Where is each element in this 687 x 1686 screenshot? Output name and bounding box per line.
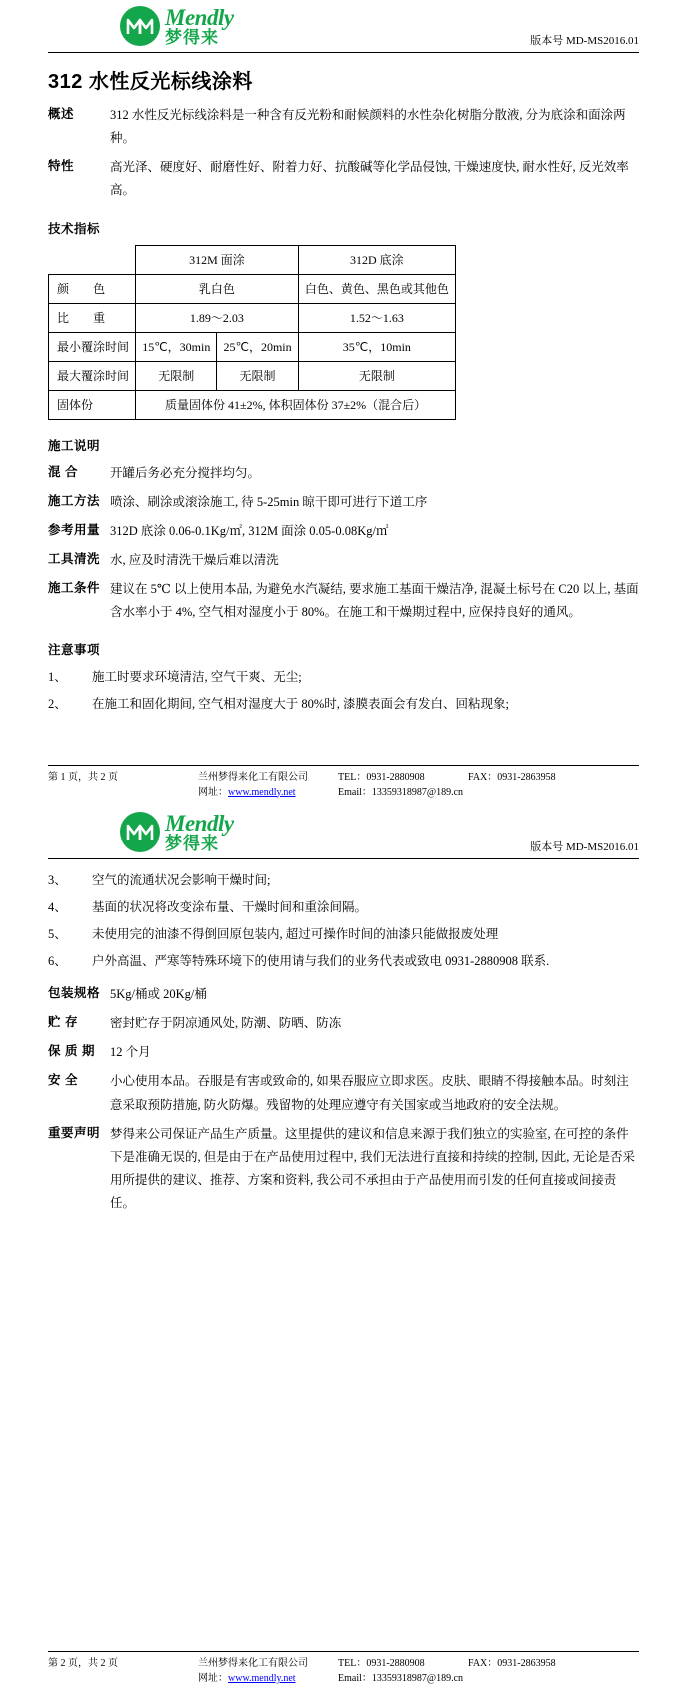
table-header-row — [49, 245, 456, 274]
list-item-number: 4、 — [48, 896, 92, 919]
list-item — [48, 896, 639, 919]
footer-company: 兰州梦得来化工有限公司 — [198, 770, 338, 785]
construction-label-conditions: 施工条件 — [48, 578, 110, 600]
company-logo — [120, 6, 234, 46]
construction-label-method: 施工方法 — [48, 491, 110, 513]
footer-divider — [48, 765, 639, 766]
list-item — [48, 950, 639, 973]
table-row — [49, 332, 456, 361]
cell-min-recoat-3: 35℃，10min — [298, 332, 455, 361]
logo-name-en: Mendly — [165, 6, 234, 29]
list-item — [48, 869, 639, 892]
footer-fax: FAX：0931-2863958 — [468, 770, 556, 785]
features-text: 高光泽、硬度好、耐磨性好、附着力好、抗酸碱等化学品侵蚀, 干燥速度快, 耐水性好, 反光效率高。 — [110, 156, 639, 202]
page-2-footer — [0, 1651, 687, 1686]
list-item-text: 未使用完的油漆不得倒回原包装内, 超过可操作时间的油漆只能做报废处理 — [92, 923, 639, 946]
table-row — [49, 361, 456, 390]
footer-web-link[interactable]: www.mendly.net — [228, 787, 296, 798]
page-2-header — [0, 806, 687, 856]
cell-max-recoat-3: 无限制 — [298, 361, 455, 390]
list-item-number: 6、 — [48, 950, 92, 973]
construction-label-cleaning: 工具清洗 — [48, 549, 110, 571]
construction-row-method — [48, 491, 639, 514]
footer-tel: TEL：0931-2880908 — [338, 770, 468, 785]
construction-row-usage — [48, 520, 639, 543]
table-header-topcoat: 312M 面涂 — [136, 245, 299, 274]
page-number-2: 第 2 页，共 2 页 — [48, 1656, 198, 1686]
row-label-min-recoat: 最小覆涂时间 — [49, 332, 136, 361]
row-label-color: 颜 色 — [49, 274, 136, 303]
construction-row-mix — [48, 462, 639, 485]
cell-density-primer: 1.52～1.63 — [298, 303, 455, 332]
disclaimer-row — [48, 1123, 639, 1216]
list-item-text: 户外高温、严寒等特殊环境下的使用请与我们的业务代表或致电 0931-2880908 联系. — [92, 950, 639, 973]
cell-max-recoat-2: 无限制 — [217, 361, 298, 390]
version-label: 版本号 MD-MS2016.01 — [530, 6, 639, 48]
tech-heading: 技术指标 — [48, 219, 639, 237]
table-row — [49, 390, 456, 419]
shelf-life-row — [48, 1041, 639, 1064]
list-item-text: 空气的流通状况会影响干燥时间; — [92, 869, 639, 892]
page-title: 312 水性反光标线涂料 — [48, 65, 639, 94]
list-item — [48, 693, 639, 716]
logo-name-cn: 梦得来 — [165, 835, 234, 852]
cell-min-recoat-1: 15℃，30min — [136, 332, 217, 361]
list-item-number: 3、 — [48, 869, 92, 892]
logo-mark-icon — [120, 6, 160, 46]
construction-label-mix: 混 合 — [48, 462, 110, 484]
disclaimer-text: 梦得来公司保证产品生产质量。这里提供的建议和信息来源于我们独立的实验室, 在可控的条件下是准确无误的, 但是由于在产品使用过程中, 我们无法进行直接和持续的控制, 因此, 无论是否采用所提供的建议、推荐、方案和资料, 我公司不承担由于产品使用而引发的任何直接或间接责任。 — [110, 1123, 639, 1216]
version-label-2: 版本号 MD-MS2016.01 — [530, 812, 639, 854]
storage-row — [48, 1012, 639, 1035]
logo-mark-icon — [120, 812, 160, 852]
table-header-blank — [49, 245, 136, 274]
cell-solids-value: 质量固体份 41±2%, 体积固体份 37±2%（混合后） — [136, 390, 456, 419]
shelf-life-label: 保 质 期 — [48, 1041, 110, 1063]
cell-max-recoat-1: 无限制 — [136, 361, 217, 390]
page-header — [0, 0, 687, 50]
safety-row — [48, 1070, 639, 1116]
features-row — [48, 156, 639, 202]
construction-text-conditions: 建议在 5℃ 以上使用本品, 为避免水汽凝结, 要求施工基面干燥洁净, 混凝土标号在 C20 以上, 基面含水率小于 4%, 空气相对湿度小于 80%。在施工和干燥期过程中, 应保持良好的通风。 — [110, 578, 639, 624]
footer-email: Email：13359318987@189.cn — [338, 1671, 463, 1686]
list-item — [48, 666, 639, 689]
table-row — [49, 274, 456, 303]
footer-web-label: 网址： — [198, 787, 228, 798]
company-logo — [120, 812, 234, 852]
cell-color-topcoat: 乳白色 — [136, 274, 299, 303]
construction-row-conditions — [48, 578, 639, 624]
logo-text — [165, 6, 234, 46]
table-row — [49, 303, 456, 332]
overview-text: 312 水性反光标线涂料是一种含有反光粉和耐候颜料的水性杂化树脂分散液, 分为底涂和面涂两种。 — [110, 104, 639, 150]
footer-fax: FAX：0931-2863958 — [468, 1656, 556, 1671]
page-number-1: 第 1 页，共 2 页 — [48, 770, 198, 800]
footer-web-label: 网址： — [198, 1673, 228, 1684]
cell-min-recoat-2: 25℃，20min — [217, 332, 298, 361]
row-label-max-recoat: 最大覆涂时间 — [49, 361, 136, 390]
construction-text-method: 喷涂、刷涂或滚涂施工, 待 5-25min 晾干即可进行下道工序 — [110, 491, 639, 514]
overview-label: 概述 — [48, 104, 110, 126]
construction-text-cleaning: 水, 应及时清洗干燥后难以清洗 — [110, 549, 639, 572]
spec-table — [48, 245, 456, 420]
list-item-number: 5、 — [48, 923, 92, 946]
cell-density-topcoat: 1.89～2.03 — [136, 303, 299, 332]
list-item-text: 在施工和固化期间, 空气相对湿度大于 80%时, 漆膜表面会有发白、回粘现象; — [92, 693, 639, 716]
construction-row-cleaning — [48, 549, 639, 572]
logo-name-cn: 梦得来 — [165, 29, 234, 46]
list-item-text: 基面的状况将改变涂布量、干燥时间和重涂间隔。 — [92, 896, 639, 919]
footer-email: Email：13359318987@189.cn — [338, 785, 463, 800]
table-header-primer: 312D 底涂 — [298, 245, 455, 274]
storage-label: 贮 存 — [48, 1012, 110, 1034]
footer-web-link[interactable]: www.mendly.net — [228, 1673, 296, 1684]
construction-text-usage: 312D 底涂 0.06-0.1Kg/㎡, 312M 面涂 0.05-0.08Kg/㎡ — [110, 520, 639, 543]
page-1-footer — [0, 765, 687, 800]
footer-divider-2 — [48, 1651, 639, 1652]
notice-heading: 注意事项 — [48, 640, 639, 658]
footer-tel: TEL：0931-2880908 — [338, 1656, 468, 1671]
spec-table-wrap — [48, 245, 639, 420]
features-label: 特性 — [48, 156, 110, 178]
construction-text-mix: 开罐后务必充分搅拌均匀。 — [110, 462, 639, 485]
packaging-label: 包装规格 — [48, 983, 110, 1005]
storage-text: 密封贮存于阴凉通风处, 防潮、防晒、防冻 — [110, 1012, 639, 1035]
footer-company: 兰州梦得来化工有限公司 — [198, 1656, 338, 1671]
disclaimer-label: 重要声明 — [48, 1123, 110, 1145]
construction-heading: 施工说明 — [48, 436, 639, 454]
list-item-number: 1、 — [48, 666, 92, 689]
list-item-text: 施工时要求环境清洁, 空气干爽、无尘; — [92, 666, 639, 689]
logo-name-en: Mendly — [165, 812, 234, 835]
logo-text — [165, 812, 234, 852]
shelf-life-text: 12 个月 — [110, 1041, 639, 1064]
list-item-number: 2、 — [48, 693, 92, 716]
safety-label: 安 全 — [48, 1070, 110, 1092]
list-item — [48, 923, 639, 946]
row-label-solids: 固体份 — [49, 390, 136, 419]
safety-text: 小心使用本品。吞服是有害或致命的, 如果吞服应立即求医。皮肤、眼睛不得接触本品。时刻注意采取预防措施, 防火防爆。残留物的处理应遵守有关国家或当地政府的安全法规。 — [110, 1070, 639, 1116]
packaging-row — [48, 983, 639, 1006]
packaging-text: 5Kg/桶或 20Kg/桶 — [110, 983, 639, 1006]
construction-label-usage: 参考用量 — [48, 520, 110, 542]
row-label-density: 比 重 — [49, 303, 136, 332]
header-divider — [48, 52, 639, 53]
page-1 — [0, 0, 687, 800]
overview-row — [48, 104, 639, 150]
page-2 — [0, 800, 687, 1686]
page-2-whitespace — [0, 1221, 687, 1641]
cell-color-primer: 白色、黄色、黑色或其他色 — [298, 274, 455, 303]
